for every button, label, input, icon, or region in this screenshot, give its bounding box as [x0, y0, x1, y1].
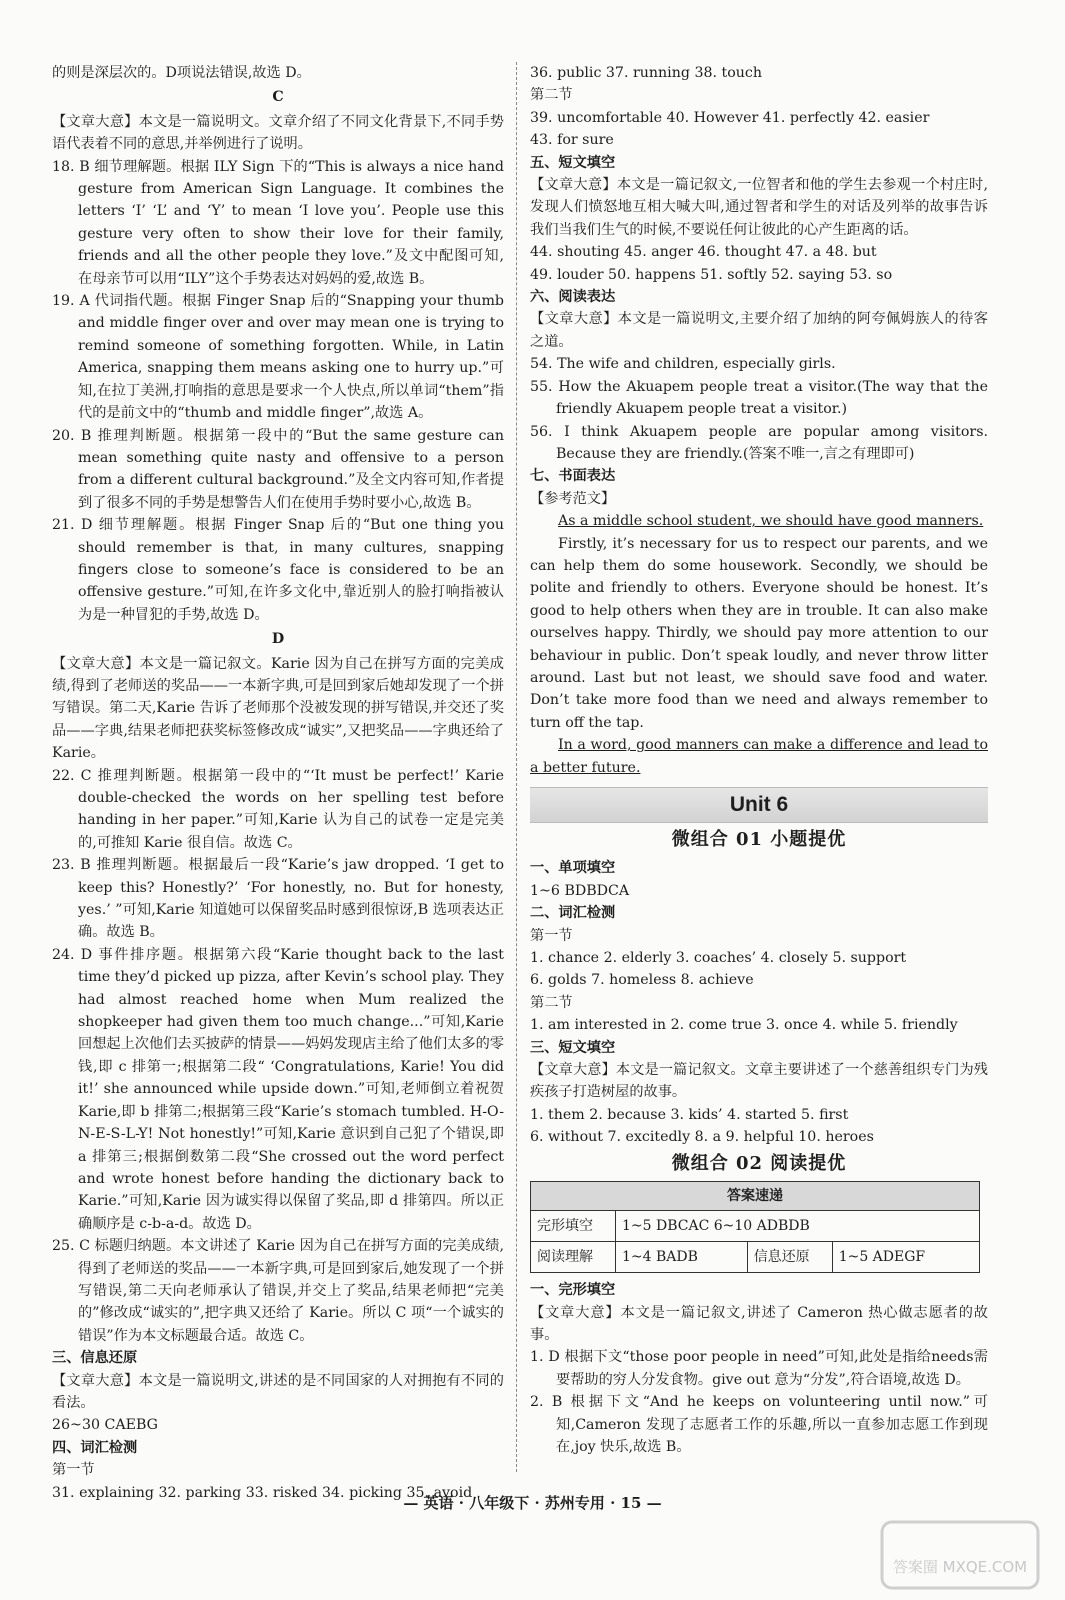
answer-table	[530, 1181, 980, 1273]
text-line: 31. explaining 32. parking 33. risked 34. picking 35. avoid	[52, 1484, 473, 1501]
text-line: 18. B 细节理解题。根据 ILY Sign 下的“This is always a nice hand gesture from American Sign Language. It combines the letters ‘I’ ‘L’ and ‘Y’ to mean ‘I love you’. People use this gesture very often to show their love for their family, friends and all the other people they love.”及文中配图可知,在母亲节可以用“ILY”这个手势表达对妈妈的爱,故选 B。	[52, 158, 504, 287]
page-footer: — 英语 · 八年级下 · 苏州专用 · 15 —	[403, 1494, 662, 1512]
text-line: 1~6 BDBDCA	[530, 882, 630, 899]
text-line	[530, 510, 988, 532]
text-line: 26~30 CAEBG	[52, 1417, 158, 1434]
text-line: 24. D 事件排序题。根据第六段“Karie thought back to the last time they’d picked up pizza, after Kevin’s school play. They had almost reached home when Mum realized the shopkeeper had given them too much change...”可知,Karie 回想起上次他们去买披萨的情景——妈妈发现店主给了他们太多的零钱,即 c 排第一;根据第二段“ ‘Congratulations, Karie! You did it!’ she announced while upside down.”可知,老师倒立着祝贺 Karie,即 b 排第二;根据第三段“Karie’s stomach tumbled. H-O-N-E-S-L-Y! Not honestly!”可知,Karie 意识到自己犯了个错误,即 a 排第三;根据倒数第二段“She crossed out the word perfect and wrote honest before handing the dictionary back to Karie.”可知,Karie 因为诚实得以保留了奖品,即 d 排第四。所以正确顺序是 c-b-a-d。故选 D。	[52, 946, 504, 1232]
text-line: 1. them 2. because 3. kids’ 4. started 5. first	[530, 1106, 849, 1123]
text-line: 【文章大意】本文是一篇说明文,主要介绍了加纳的阿夸佩姆族人的待客之道。	[530, 311, 988, 350]
text-line: 56. I think Akuapem people are popular among visitors. Because they are friendly.(答案不唯一,言之有理即可)	[530, 423, 988, 462]
text-line: 44. shouting 45. anger 46. thought 47. a 48. but	[530, 244, 877, 261]
text-line: D	[271, 631, 285, 648]
text-line: 第一节	[530, 927, 573, 944]
answer-label-cloze: 完形填空	[531, 1211, 616, 1242]
text-line: 【文章大意】本文是一篇记叙文,讲述了 Cameron 热心做志愿者的故事。	[530, 1304, 988, 1343]
text-line: 23. B 推理判断题。根据最后一段“Karie’s jaw dropped. ‘I get to keep this? Honestly?’ ‘For honestly, no. But for honesty, yes.’ ”可知,Karie 知道她可以保留奖品时感到很惊讶,B 选项表达正确。故选 B。	[52, 857, 504, 941]
underlined-text: As a middle school student, we should have good manners.	[558, 513, 984, 530]
section-title-02: 微组合 02 阅读提优	[671, 1152, 847, 1174]
text-line: 6. golds 7. homeless 8. achieve	[530, 972, 754, 989]
answer-value-info: 1~5 ADEGF	[832, 1242, 979, 1273]
text-line	[530, 734, 988, 779]
right-column	[530, 62, 988, 1458]
text-line: 54. The wife and children, especially girls.	[530, 356, 836, 373]
answer-value-reading: 1~4 BADB	[616, 1242, 748, 1273]
answer-label-info: 信息还原	[747, 1242, 832, 1273]
text-line: 6. without 7. excitedly 8. a 9. helpful 10. heroes	[530, 1129, 874, 1146]
right-bottom-block	[530, 1279, 988, 1458]
answer-table-header: 答案速递	[531, 1182, 980, 1211]
right-middle-block	[530, 857, 988, 1148]
text-line: 【文章大意】本文是一篇说明文,讲述的是不同国家的人对拥抱有不同的看法。	[52, 1372, 504, 1411]
text-line: 1. am interested in 2. come true 3. once 4. while 5. friendly	[530, 1017, 958, 1034]
text-line: 25. C 标题归纳题。本文讲述了 Karie 因为自己在拼写方面的完美成绩,得到了老师送的奖品——一本新字典,可是回到家后,她发现了一个拼写错误,第二天向老师承认了错误,并交上了奖品,结果老师把“完美的”修改成“诚实的”,把字典又还给了 Karie。所以 C 项“一个诚实的错误”作为本文标题最合适。故选 C。	[52, 1238, 504, 1344]
text-line: C	[272, 89, 284, 106]
text-line: 1. D 根据下文“those poor people in need”可知,此处是指给needs需要帮助的穷人分发食物。give out 意为“分发”,符合语境,故选 D。	[530, 1349, 988, 1388]
answer-value-cloze: 1~5 DBCAC 6~10 ADBDB	[616, 1211, 980, 1242]
answer-label-reading: 阅读理解	[531, 1242, 616, 1273]
text-line: 55. How the Akuapem people treat a visitor.(The way that the friendly Akuapem people treat a visitor.)	[530, 378, 988, 418]
text-line: 39. uncomfortable 40. However 41. perfectly 42. easier	[530, 109, 930, 126]
text-line: 【参考范文】	[530, 490, 616, 507]
section-heading: 七、书面表达	[530, 468, 616, 485]
watermark-logo	[880, 1520, 1040, 1590]
text-line: 【文章大意】本文是一篇记叙文。文章主要讲述了一个慈善组织专门为残疾孩子打造树屋的故事。	[530, 1062, 988, 1101]
section-heading: 二、词汇检测	[530, 905, 616, 922]
text-line: 22. C 推理判断题。根据第一段中的“‘It must be perfect!’ Karie double-checked the words on her spelling test before handing in her paper.”可知,Karie 认为自己的试卷一定是完美的,可推知 Karie 很自信。故选 C。	[52, 767, 504, 851]
underlined-text: In a word, good manners can make a difference and lead to a better future.	[530, 737, 988, 776]
section-heading: 五、短文填空	[530, 154, 616, 171]
text-line: 【文章大意】本文是一篇说明文。文章介绍了不同文化背景下,不同手势语代表着不同的意思,并举例进行了说明。	[52, 113, 504, 153]
text-line: 20. B 推理判断题。根据第一段中的“But the same gesture can mean something quite nasty and offensive to a person from a different cultural background.”及全文内容可知,作者提到了很多不同的手势是想警告人们在使用手势时要小心,故选 B。	[52, 427, 504, 511]
unit-title: Unit 6	[530, 787, 988, 823]
text-line: 43. for sure	[530, 132, 614, 149]
text-line: 1. chance 2. elderly 3. coaches’ 4. closely 5. support	[530, 950, 907, 967]
text-line: 【文章大意】本文是一篇记叙文,一位智者和他的学生去参观一个村庄时,发现人们愤怒地互相大喊大叫,通过智者和学生的对话及列举的故事告诉我们当我们生气的时候,不要说任何让彼此的心产生距离的话。	[530, 177, 988, 238]
section-heading: 一、单项填空	[530, 860, 616, 877]
text-line: 2. B 根据下文“And he keeps on volunteering until now.”可知,Cameron 发现了志愿者工作的乐趣,所以一直参加志愿工作到现在,joy 快乐,故选 B。	[530, 1394, 988, 1455]
text-line: 第二节	[530, 994, 573, 1011]
section-title-01: 微组合 01 小题提优	[671, 829, 847, 850]
watermark-text: 答案圈 MXQE.COM	[892, 1558, 1028, 1576]
text-line: 第二节	[530, 87, 573, 104]
left-column	[52, 62, 504, 1504]
text-line: Firstly, it’s necessary for us to respect our parents, and we can help them do some housework. Secondly, we should be polite and friendly to others. Everyone should be honest. It’s good to help others when they are in trouble. It can also make ourselves happy. Thirdly, we should pay more attention to our behaviour in public. Don’t speak loudly, and never throw litter around. Last but not least, we should save food and water. Don’t take more food than we need and always remember to turn off the tap.	[530, 535, 988, 731]
text-line: 49. louder 50. happens 51. softly 52. saying 53. so	[530, 266, 893, 283]
column-divider	[516, 62, 517, 1472]
text-line: 第一节	[52, 1462, 95, 1479]
text-line: 36. public 37. running 38. touch	[530, 65, 762, 81]
section-heading: 一、完形填空	[530, 1282, 616, 1299]
text-line: 【文章大意】本文是一篇记叙文。Karie 因为自己在拼写方面的完美成绩,得到了老师送的奖品——一本新字典,可是回到家后她却发现了一个拼写错误。第二天,Karie 告诉了老师那个没被发现的拼写错误,并交还了奖品——字典,结果老师把获奖标签修改成“诚实”,又把奖品——字典还给了 Karie。	[52, 655, 504, 762]
text-line: 的则是深层次的。D项说法错误,故选 D。	[52, 65, 311, 81]
section-heading: 六、阅读表达	[530, 289, 616, 306]
text-line: 21. D 细节理解题。根据 Finger Snap 后的“But one thing you should remember is that, in many cultures, snapping fingers close to someone’s face is considered to be an offensive gesture.”可知,在许多文化中,靠近别人的脸打响指被认为是一种冒犯的手势,故选 D。	[52, 517, 504, 623]
section-heading: 三、短文填空	[530, 1039, 616, 1056]
section-heading: 四、词汇检测	[52, 1439, 138, 1456]
text-line: 19. A 代词指代题。根据 Finger Snap 后的“Snapping your thumb and middle finger over and over may mean one is trying to remind someone of something forgotten. While, in Latin America, snapping them means asking one to hurry up.”可知,在拉丁美洲,打响指的意思是要求一个人快点,所以单词“them”指代的是前文中的“thumb and middle finger”,故选 A。	[52, 293, 504, 422]
right-top-block	[530, 62, 988, 779]
section-heading: 三、信息还原	[52, 1350, 138, 1367]
